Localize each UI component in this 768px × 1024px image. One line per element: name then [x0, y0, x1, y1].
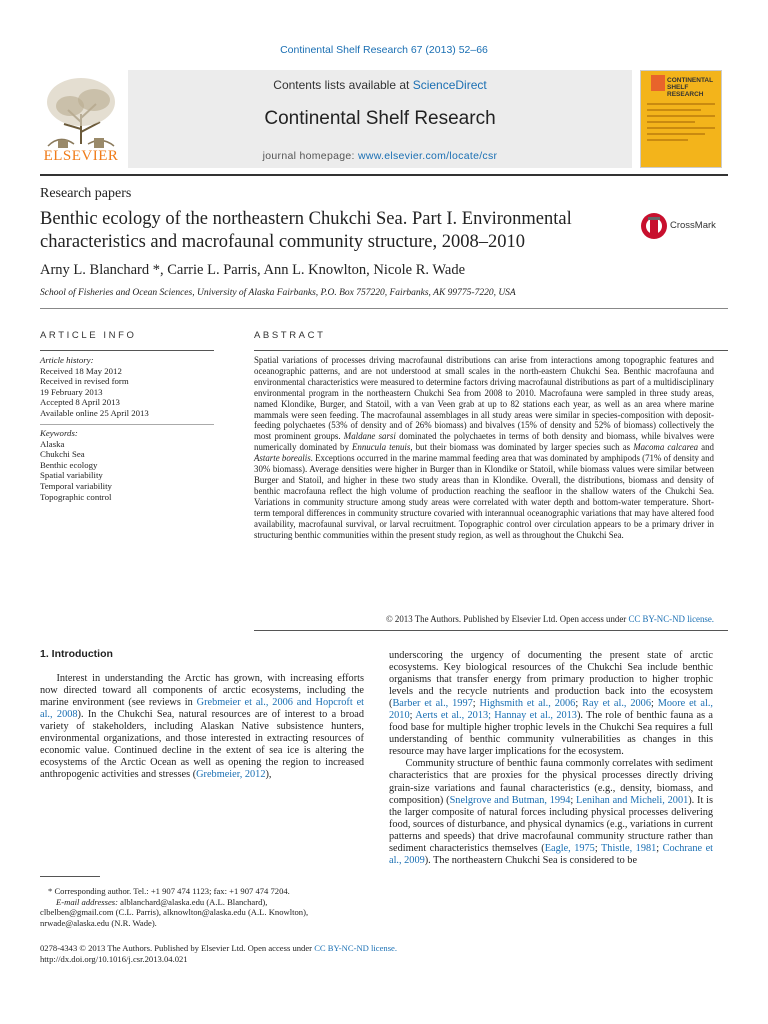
abstract-segment: . Exceptions occurred in the marine mammal feeding area that was dominated by amphipods (71% of density and 30% biomass). Average densities were higher in Burger than in Klondike or Statoil, while biomass values were similar between Burger and Statoil, and higher in these two study areas than in Klondike. Overall, the distributions, biomass and density of benthic macrofauna reflect the high volume of production reaching the seafloor in the shallow waters of the Chukchi Sea. Variations in community structure among study areas were correlated with water depth and bottom-water temperature. Short-term temporal differences in community structure covaried with interannual oceanographic variations that may have altered food availability, macrofaunal survival, or larval recruitment. Topographic control over circulation appears to be a primary driver in structuring benthic communities within the present study region, as well as throughout the Chukchi Sea.: [254, 453, 714, 540]
body-text: Community structure of benthic fauna commonly correlates with sediment characteristics that are proxies for the physical processes directly driving grain-size variations and faunal characteristics (e.g., density, biomass, and composition) (: [389, 758, 713, 806]
abstract-segment: Spatial variations of processes driving macrofaunal distributions can arise from interactions among topographic features and oceanographic patterns, and are not understood at small scales in the north-eastern Chukchi Sea. Benthic macrofauna and environmental characteristics were measured to determine factors driving macrofaunal distributions as part of a multidisciplinary environmental program in the northeastern Chukchi Sea from 2008 to 2010. Macrofauna were sampled in three study areas, named Klondike, Burger, and Statoil, with a van Veen grab at up to 82 stations each year, as well as an area where marine mammals were seen feeding. The macrofaunal assemblages in all study areas were similar in species-composition with deposit-feeding polychaetes (53% of density and of 26% biomass) and bivalves (15% of density and 52% of biomass) collectively the most prominent groups.: [254, 355, 714, 442]
issn-line: [40, 943, 397, 954]
abstract-segment: , but their biomass was dominated by larger species such as: [410, 442, 634, 453]
body-text: ;: [594, 842, 602, 854]
body-text: Interest in understanding the Arctic has grown, with increasing efforts now directed toward all components of arctic ecosystems, including the marine environment (see reviews in: [40, 673, 364, 709]
author-list: Arny L. Blanchard *, Carrie L. Parris, Ann L. Knowlton, Nicole R. Wade: [40, 262, 466, 278]
email-line[interactable]: clbelben@gmail.com (C.L. Parris), alknowlton@alaska.edu (A.L. Knowlton),: [40, 907, 309, 918]
journal-homepage-link[interactable]: www.elsevier.com/locate/csr: [357, 150, 498, 162]
crossmark-icon: [640, 210, 668, 242]
email-line[interactable]: nrwade@alaska.edu (N.R. Wade).: [40, 917, 157, 928]
article-section-label: Research papers: [40, 186, 132, 201]
keyword-item: Alaska: [40, 438, 65, 449]
species-name: Ennucula tenuis: [352, 442, 411, 453]
keyword-item: Temporal variability: [40, 480, 112, 491]
cover-title-line-2: SHELF RESEARCH: [667, 84, 704, 98]
journal-citation[interactable]: Continental Shelf Research 67 (2013) 52–66: [280, 44, 488, 56]
sciencedirect-link[interactable]: ScienceDirect: [412, 78, 487, 92]
body-text: ;: [656, 842, 663, 854]
body-text: ;: [472, 698, 480, 710]
author-affiliation: School of Fisheries and Ocean Sciences, University of Alaska Fairbanks, P.O. Box 757220, Fairbanks, AK 99775-7220, USA: [40, 288, 516, 298]
reference-link[interactable]: Cochrane et al., 2009: [389, 842, 714, 866]
front-matter-info: [40, 943, 397, 965]
body-paragraph: [389, 650, 713, 758]
corresponding-author-line: * Corresponding author. Tel.: +1 907 474 1123; fax: +1 907 474 7204.: [48, 886, 290, 896]
body-text: ). In the Chukchi Sea, natural resources are of interest to a broad variety of stakeholders, including Alaskan Native subsistence hunters, environmental organizations, and those interested in extracting resources of economic value. Continued decline in the extent of sea ice is altering the ecosystems of the Arctic Ocean as well as opening the region to increased anthropogenic activities and stresses (: [40, 709, 364, 781]
reference-link[interactable]: Grebmeier et al., 2006 and Hopcroft et al., 2008: [40, 697, 365, 721]
history-item: Received in revised form: [40, 376, 129, 387]
open-access-text: Open access under: [557, 614, 629, 624]
abstract-segment: and: [698, 442, 714, 453]
email-line: [40, 897, 364, 908]
body-paragraph: [40, 673, 364, 781]
reference-link[interactable]: Thistle, 1981: [601, 842, 657, 854]
reference-link[interactable]: Lenihan and Micheli, 2001: [576, 794, 689, 806]
abstract-copyright: [254, 614, 714, 624]
elsevier-logo: [40, 74, 122, 164]
body-text: ;: [570, 794, 577, 806]
publisher-name: ELSEVIER: [43, 148, 119, 164]
article-title: Benthic ecology of the northeastern Chukchi Sea. Part I. Environmental characteristics and macrofaunal community structure, 2008–2010: [40, 209, 572, 252]
copyright-text: © 2013 The Authors. Published by Elsevier Ltd.: [385, 614, 558, 624]
corresponding-author-footnote: [40, 886, 364, 928]
license-link[interactable]: CC BY-NC-ND license.: [628, 614, 714, 624]
head-divider: [40, 308, 728, 309]
reference-link[interactable]: Snelgrove and Butman, 1994: [449, 794, 571, 806]
keyword-item: Topographic control: [40, 491, 112, 502]
reference-link[interactable]: Grebmeier, 2012: [196, 769, 266, 781]
crossmark-label: CrossMark: [670, 220, 716, 231]
body-paragraph: [389, 758, 713, 866]
footnote-rule: [40, 876, 100, 877]
body-text: ;: [575, 698, 583, 710]
species-name: Astarte borealis: [254, 453, 311, 464]
species-name: Macoma calcarea: [633, 442, 699, 453]
crossmark-badge[interactable]: [640, 210, 730, 244]
body-text: ),: [265, 769, 272, 781]
history-item: Accepted 8 April 2013: [40, 397, 120, 408]
cover-emblem-icon: [651, 75, 665, 91]
reference-link[interactable]: Highsmith et al., 2006: [479, 698, 576, 710]
history-item: Received 18 May 2012: [40, 365, 122, 376]
abstract-segment: dominated the polychaetes in terms of both density and biomass, while bivalves were numerically dominated by: [254, 431, 715, 453]
journal-homepage-line: [128, 150, 632, 162]
email-addresses[interactable]: alblanchard@alaska.edu (A.L. Blanchard),: [120, 896, 268, 907]
header-divider: [40, 174, 728, 176]
abstract-rule: [254, 350, 728, 351]
body-text: ). The role of benthic fauna as a food base for multiple higher trophic levels in the Chukchi Sea requires a full understanding of benthic community vulnerabilities as changes in this resource may have larger implications for the ecosystem.: [389, 710, 713, 758]
license-link[interactable]: CC BY-NC-ND license.: [314, 943, 398, 953]
history-item: 19 February 2013: [40, 386, 103, 397]
issn-text: 0278-4343 © 2013 The Authors. Published by Elsevier Ltd.: [40, 943, 246, 953]
homepage-prefix: journal homepage:: [262, 150, 358, 162]
body-text: ). It is the larger composite of natural forces including physical processes delivering food, sources of disturbance, and physical dynamics (e.g., variations in current patterns and speeds) that drive macrofaunal community structure rather than sediment characteristics themselves (: [389, 794, 714, 854]
history-item: Available online 25 April 2013: [40, 407, 149, 418]
reference-link[interactable]: Eagle, 1975: [544, 842, 595, 854]
journal-title: Continental Shelf Research: [264, 108, 496, 129]
abstract-bottom-rule: [254, 630, 728, 631]
keyword-item: Benthic ecology: [40, 459, 98, 470]
keyword-item: Chukchi Sea: [40, 449, 85, 460]
cover-text-lines: [647, 99, 715, 163]
cover-title-line-1: CONTINENTAL: [667, 77, 714, 84]
email-label: E-mail addresses:: [56, 896, 121, 907]
reference-link[interactable]: Barber et al., 1997: [392, 698, 473, 710]
reference-link[interactable]: Moore et al., 2010: [389, 698, 714, 722]
contents-available-line: [128, 78, 632, 92]
section-heading-introduction: 1. Introduction: [40, 648, 113, 660]
contents-prefix: Contents lists available at: [273, 78, 413, 92]
keyword-item: Spatial variability: [40, 470, 103, 481]
journal-cover-thumbnail[interactable]: [640, 70, 722, 168]
abstract-text: [254, 355, 714, 540]
keywords-rule: [40, 424, 214, 425]
keywords-label: Keywords:: [40, 428, 78, 438]
reference-link[interactable]: Aerts et al., 2013; Hannay et al., 2013: [415, 710, 577, 722]
abstract-heading: ABSTRACT: [254, 330, 326, 341]
doi-link[interactable]: http://dx.doi.org/10.1016/j.csr.2013.04.021: [40, 954, 188, 964]
body-text: ). The northeastern Chukchi Sea is considered to be: [424, 854, 638, 866]
open-access-text: Open access under: [245, 943, 315, 953]
article-info-rule: [40, 350, 214, 351]
body-text: underscoring the urgency of documenting the present state of arctic ecosystems. Key biological resources of the Chukchi Sea include benthic organisms that transfer energy from primary production to higher trophic levels and the recycle nutrients and production back into the ecosystem (: [389, 650, 713, 710]
keyword-list: [40, 428, 112, 502]
article-history: [40, 355, 149, 419]
history-label: Article history:: [40, 355, 94, 365]
body-text: ;: [650, 698, 658, 710]
cover-title: [667, 77, 721, 98]
species-name: Maldane sarsi: [343, 431, 396, 442]
article-info-heading: ARTICLE INFO: [40, 330, 137, 341]
body-column-left: [40, 673, 364, 781]
reference-link[interactable]: Ray et al., 2006: [582, 698, 651, 710]
body-column-right: [389, 650, 713, 867]
body-text: ;: [409, 710, 416, 722]
